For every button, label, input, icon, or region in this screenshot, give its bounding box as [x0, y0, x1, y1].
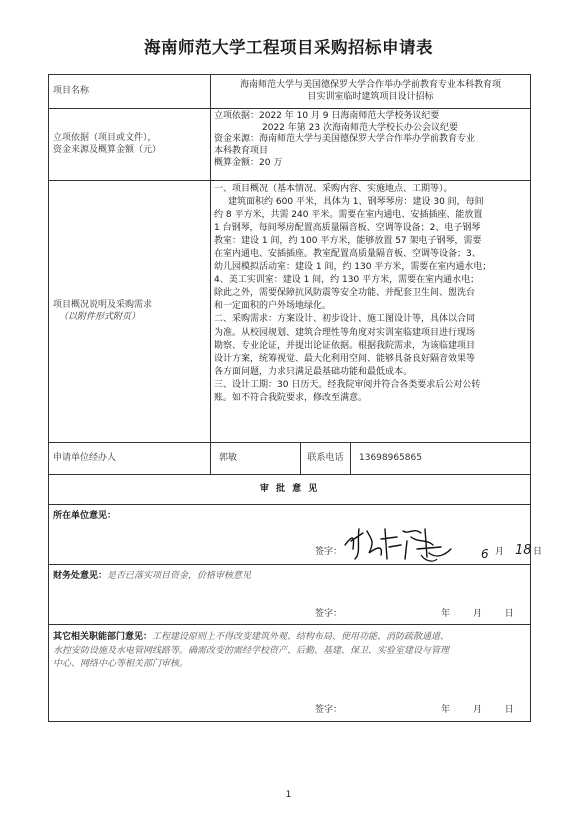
project-name-label: 项目名称: [49, 75, 211, 109]
overview-line: 为准。从校园规划、建筑合理性等角度对实训室临建项目进行现场: [214, 327, 476, 338]
overview-line: 约 8 平方米，共需 240 平米。需要在室内通电、安插插座、能放置: [214, 210, 483, 221]
other-date: 年 月 日: [441, 705, 514, 715]
approval-header: 审 批 意 见: [49, 475, 531, 505]
other-opinion-note-1: 工程建设原则上不得改变建筑外观、结构布局、使用功能、消防疏散通道、: [152, 632, 450, 642]
overview-line: 在室内通电、安插插座。教室配置高质量隔音板、空调等设备；3、: [214, 249, 481, 260]
overview-line: 各方面问题，力求只满足最基础功能和最低成本。: [214, 366, 413, 377]
applicant-name: 郭敏: [211, 443, 301, 475]
overview-line: 1 台钢琴，每间琴房配置高质量隔音板、空调等设备；2、电子钢琴: [214, 223, 481, 234]
overview-line: 幼儿园模拟活动室：建设 1 间，约 130 平方米，需要在室内通水电；: [214, 262, 492, 273]
overview-line: 二、采购需求：方案设计、初步设计、施工图设计等，具体以合同: [214, 314, 476, 325]
other-opinion-cell: [49, 625, 531, 722]
other-opinion-note-2: 水控安防设施及水电管网线路等。确需改变的需经学校资产、后勤、基建、保卫、实验室建设与管理: [53, 645, 450, 656]
unit-day-label: 日: [533, 547, 543, 557]
other-opinion-label: 其它相关职能部门意见：: [53, 632, 153, 642]
overview-value: [211, 181, 531, 443]
overview-line: 设计方案，统筹视觉、最大化利用空间、能够具备良好隔音效果等: [214, 353, 476, 364]
overview-label: 项目概况说明及采购需求 （以附件形式附页）: [49, 181, 211, 443]
overview-line: 除此之外，需要保障抗风防震等安全功能、并配套卫生间、盥洗台: [214, 288, 476, 299]
basis-label: 立项依据（项目或文件）， 资金来源及概算金额（元）: [49, 109, 211, 181]
other-sign-label: 签字：: [315, 705, 343, 715]
unit-day: 18: [515, 543, 532, 558]
unit-opinion-label: 所在单位意见：: [53, 511, 117, 521]
unit-opinion-cell: [49, 505, 543, 565]
overview-line: 建筑面积约 600 平米，具体为 1、钢琴琴房：建设 30 间，每间: [228, 197, 484, 208]
other-opinion-note-3: 中心、网络中心等相关部门审核。: [53, 659, 189, 669]
basis-line-1: 立项依据：2022 年 10 月 9 日海南师范大学校务议纪要: [214, 111, 440, 121]
procurement-form: [48, 74, 543, 722]
finance-date: 年 月 日: [441, 609, 514, 619]
basis-value: [211, 109, 531, 181]
finance-sign-label: 签字：: [315, 609, 343, 619]
overview-line: 教室：建设 1 间，约 100 平方米，能够放置 57 架电子钢琴，需要: [214, 236, 482, 247]
unit-month-label: 月: [495, 547, 505, 557]
form-title: 海南师范大学工程项目采购招标申请表: [144, 38, 433, 57]
overview-line: 一、项目概况（基本情况、采购内容、实施地点、工期等）。: [214, 184, 453, 194]
basis-line-5: 概算金额：20 万: [214, 157, 283, 168]
phone-value: 13698965865: [351, 443, 531, 475]
basis-line-4: 本科教育项目: [214, 146, 269, 157]
finance-opinion-label: 财务处意见：: [53, 571, 108, 581]
unit-month: 6: [481, 547, 489, 561]
project-name-value: 海南师范大学与美国德保罗大学合作举办学前教育专业本科教育项 目实训室临时建筑项目设计招标: [211, 75, 531, 109]
finance-opinion-cell: [49, 565, 531, 625]
basis-line-2: 2022 年第 23 次海南师范大学校长办公会议纪要: [262, 122, 458, 133]
phone-label: 联系电话: [301, 443, 351, 475]
overview-line: 和一定面积的户外场地绿化。: [214, 301, 332, 312]
overview-line: 勘察、专业论证，并提出论证依据。根据我院需求，为该临建项目: [214, 340, 476, 351]
page-number: 1: [285, 790, 292, 800]
finance-opinion-note: 是否已落实项目资金，价格审核意见: [107, 571, 252, 581]
overview-line: 4、美工实训室：建设 1 间，约 130 平方米，需要在室内通水电；: [214, 275, 480, 286]
overview-line: 三、设计工期：30 日历天。经我院审阅并符合各类要求后公对公转: [214, 379, 481, 390]
unit-sign-label: 签字：: [315, 547, 343, 557]
applicant-label: 申请单位经办人: [49, 443, 211, 475]
handwritten-signature: [341, 519, 461, 565]
basis-line-3: 资金来源：海南师范大学与美国德保罗大学合作举办学前教育专业: [214, 134, 476, 145]
overview-line: 账。如不符合我院要求，修改至满意。: [214, 392, 368, 403]
